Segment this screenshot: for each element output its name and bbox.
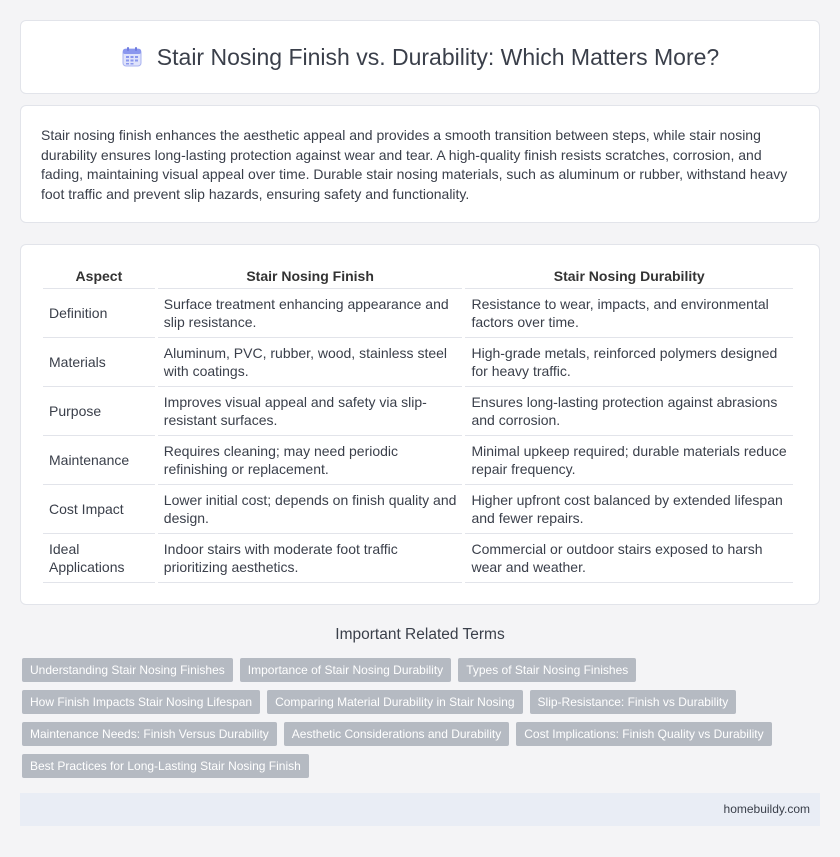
comparison-table — [40, 265, 796, 583]
row-finish: Improves visual appeal and safety via slip-resistant surfaces. — [158, 387, 463, 436]
row-durability: Ensures long-lasting protection against abrasions and corrosion. — [465, 387, 793, 436]
row-finish: Indoor stairs with moderate foot traffic prioritizing aesthetics. — [158, 534, 463, 583]
related-term-tag[interactable]: Maintenance Needs: Finish Versus Durability — [22, 722, 277, 746]
row-durability: Commercial or outdoor stairs exposed to harsh wear and weather. — [465, 534, 793, 583]
row-finish: Lower initial cost; depends on finish quality and design. — [158, 485, 463, 534]
row-aspect: Purpose — [43, 387, 155, 436]
intro-card — [20, 105, 820, 223]
row-finish: Aluminum, PVC, rubber, wood, stainless steel with coatings. — [158, 338, 463, 387]
row-aspect: Definition — [43, 289, 155, 338]
row-aspect: Cost Impact — [43, 485, 155, 534]
calendar-icon — [121, 46, 143, 68]
table-row — [43, 485, 793, 534]
row-durability: Resistance to wear, impacts, and environmental factors over time. — [465, 289, 793, 338]
table-header-row — [43, 265, 793, 289]
row-finish: Requires cleaning; may need periodic refinishing or replacement. — [158, 436, 463, 485]
related-term-tag[interactable]: How Finish Impacts Stair Nosing Lifespan — [22, 690, 260, 714]
table-row — [43, 534, 793, 583]
footer — [20, 793, 820, 826]
column-header-durability: Stair Nosing Durability — [465, 265, 793, 289]
footer-site-link[interactable]: homebuildy.com — [723, 802, 810, 816]
row-finish: Surface treatment enhancing appearance and slip resistance. — [158, 289, 463, 338]
table-row — [43, 387, 793, 436]
related-term-tag[interactable]: Slip-Resistance: Finish vs Durability — [530, 690, 737, 714]
related-term-tag[interactable]: Best Practices for Long-Lasting Stair Nosing Finish — [22, 754, 309, 778]
row-aspect: Ideal Applications — [43, 534, 155, 583]
related-term-tag[interactable]: Aesthetic Considerations and Durability — [284, 722, 509, 746]
table-row — [43, 338, 793, 387]
related-terms-list — [22, 658, 822, 786]
related-term-tag[interactable]: Types of Stair Nosing Finishes — [458, 658, 636, 682]
header-card — [20, 20, 820, 94]
column-header-finish: Stair Nosing Finish — [158, 265, 463, 289]
page-title: Stair Nosing Finish vs. Durability: Which Matters More? — [156, 43, 720, 70]
table-row — [43, 289, 793, 338]
row-aspect: Materials — [43, 338, 155, 387]
related-term-tag[interactable]: Importance of Stair Nosing Durability — [240, 658, 451, 682]
comparison-card — [20, 244, 820, 605]
table-row — [43, 436, 793, 485]
related-terms-title: Important Related Terms — [335, 626, 505, 643]
intro-text: Stair nosing finish enhances the aesthetic appeal and provides a smooth transition between steps, while stair nosing durability ensures long-lasting protection against wear and tear. A high-quality finish resists scratches, corrosion, and fading, maintaining visual appeal over time. Durable stair nosing materials, such as aluminum or rubber, withstand heavy foot traffic and prevent slip hazards, ensuring safety and functionality. — [41, 127, 788, 202]
row-durability: High-grade metals, reinforced polymers designed for heavy traffic. — [465, 338, 793, 387]
row-aspect: Maintenance — [43, 436, 155, 485]
related-term-tag[interactable]: Comparing Material Durability in Stair Nosing — [267, 690, 522, 714]
column-header-aspect: Aspect — [43, 265, 155, 289]
row-durability: Higher upfront cost balanced by extended lifespan and fewer repairs. — [465, 485, 793, 534]
row-durability: Minimal upkeep required; durable materials reduce repair frequency. — [465, 436, 793, 485]
related-term-tag[interactable]: Cost Implications: Finish Quality vs Durability — [516, 722, 771, 746]
related-term-tag[interactable]: Understanding Stair Nosing Finishes — [22, 658, 233, 682]
